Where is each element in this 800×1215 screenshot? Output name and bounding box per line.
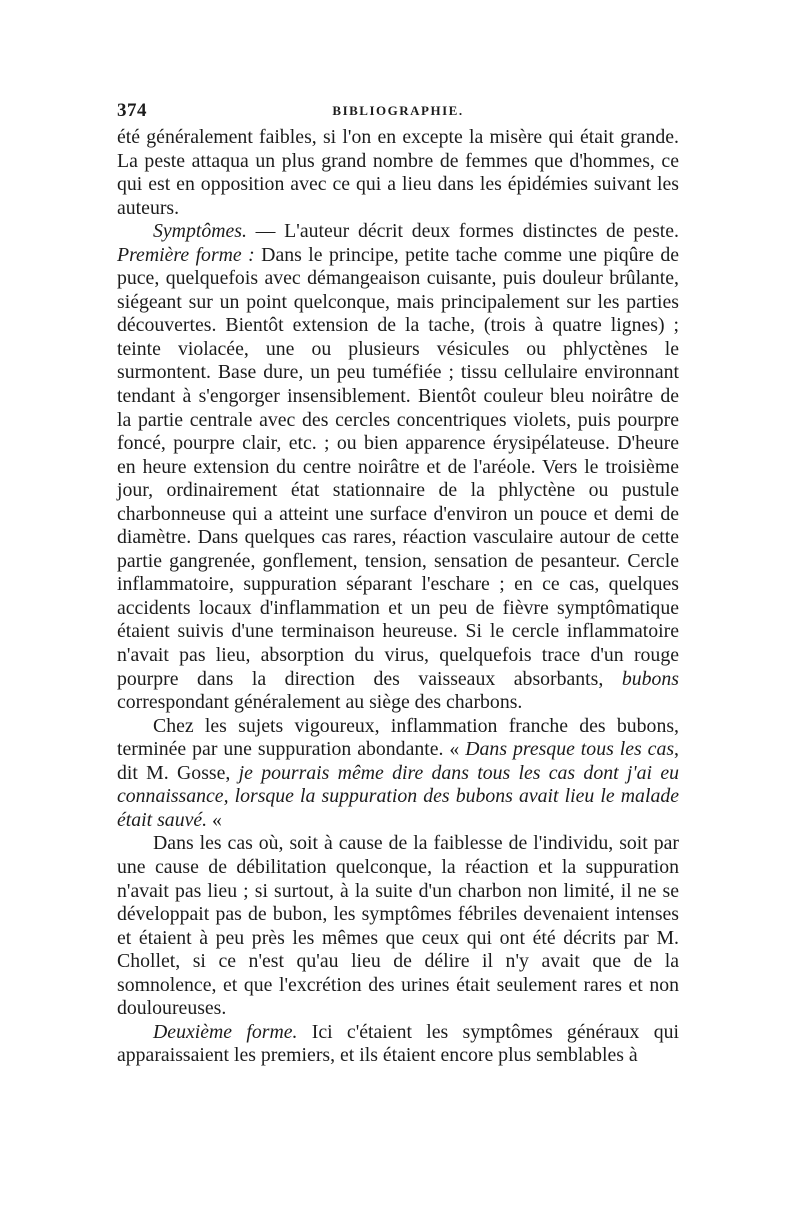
body-text [117,126,679,1068]
running-title: BIBLIOGRAPHIE. [332,103,464,118]
quotation-part-1: Dans presque tous les cas [465,738,675,761]
section-heading-deuxieme-forme: Deuxième forme. [153,1020,298,1043]
paragraph-2-text: — L'auteur décrit deux formes distinctes de peste. [246,220,679,243]
page-header [117,100,679,124]
section-heading-premiere-forme: Première forme : [117,243,255,266]
section-heading-symptomes: Symptômes. [153,220,247,243]
emphasis-bubons: bubons [621,667,679,690]
paragraph-3-text-3: « [207,808,222,831]
paragraph-3 [117,715,679,833]
paragraph-5-text: Ici c'étaient les symptômes généraux qui apparaissaient les premiers, et ils étaient encore plus semblables à [117,1020,679,1067]
page-number: 374 [117,100,147,121]
paragraph-4 [117,832,679,1020]
paragraph-2 [117,220,679,714]
paragraph-3-text-2: , dit M. Gosse, [117,738,679,784]
paragraph-2-text-2: Dans le principe, petite tache comme une piqûre de puce, quelquefois avec démangeaison cuisante, puis douleur brûlante, siégeant sur un point quelconque, mais principalement sur les parties découvertes. Bientôt extension de la tache, (trois à quatre lignes) ; teinte violacée, une ou plusieurs vésicules ou phlyctènes le surmontent. Base dure, un peu tuméfiée ; tissu cellulaire environnant tendant à s'engorger insensiblement. Bientôt couleur bleu noirâtre de la partie centrale avec des cercles concentriques violets, puis pourpre foncé, pourpre clair, etc. ; ou bien apparence érysipélateuse. D'heure en heure extension du centre noirâtre et de l'aréole. Vers le troisième jour, ordinairement état stationnaire de la phlyctène ou pustule charbonneuse qui a atteint une surface d'environ un pouce et demi de diamètre. Dans quelques cas rares, réaction vasculaire autour de cette partie gangrenée, gonflement, tension, sensation de pesanteur. Cercle inflammatoire, suppuration séparant l'eschare ; en ce cas, quelques accidents locaux d'inflammation et un peu de fièvre symptômatique étaient suivis d'une terminaison heureuse. Si le cercle inflammatoire n'avait pas lieu, absorption du virus, quelquefois trace d'un rouge pourpre dans la direction des vaisseaux absorbants, [117,243,679,690]
paragraph-1 [117,126,679,220]
paragraph-5 [117,1021,679,1068]
paragraph-3-text: Chez les sujets vigoureux, inflammation franche des bubons, terminée par une suppuration abondante. « [117,714,679,761]
quotation-part-2: je pourrais même dire dans tous les cas dont j'ai eu connaissance, lorsque la suppuration des bubons avait lieu le malade était sauvé. [117,761,679,831]
paragraph-1-text: été généralement faibles, si l'on en excepte la misère qui était grande. La peste attaqua un plus grand nombre de femmes que d'hommes, ce qui est en opposition avec ce qui a lieu dans les épidémies suivant les auteurs. [117,126,679,219]
paragraph-4-text: Dans les cas où, soit à cause de la faiblesse de l'individu, soit par une cause de débilitation quelconque, la réaction et la suppuration n'avait pas lieu ; si surtout, à la suite d'un charbon non limité, il ne se développait pas de bubon, les symptômes fébriles devenaient intenses et étaient à peu près les mêmes que ceux qui ont été décrits par M. Chollet, si ce n'est qu'au lieu de délire il n'y avait que de la somnolence, et que l'excrétion des urines était seulement rares et non douloureuses. [117,832,679,1020]
paragraph-2-text-3: correspondant généralement au siège des charbons. [117,691,523,714]
